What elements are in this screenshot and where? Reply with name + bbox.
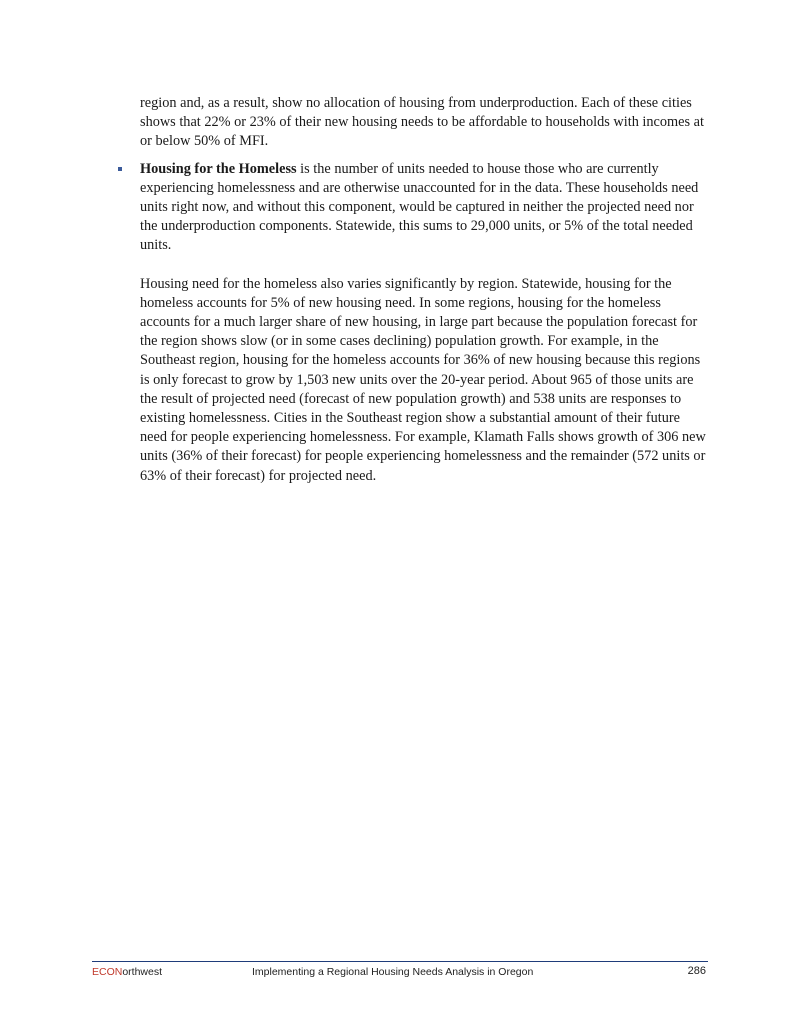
footer-brand <box>92 966 162 978</box>
bullet-item-homeless <box>140 160 708 486</box>
continuation-paragraph: region and, as a result, show no allocation of housing from underproduction. Each of these cities shows that 22% or 23% of their new housing needs to be affordable to households with incomes at or below 50% of MFI. <box>140 95 704 150</box>
bullet-paragraph <box>140 160 708 256</box>
page-footer <box>92 961 708 980</box>
bullet-text: is the number of units needed to house those who are currently experiencing homelessness and are otherwise unaccounted for in the data. These households need units right now, and without this component, would be captured in neither the projected need nor the underproduction components. Statewide, this sums to 29,000 units, or 5% of the total needed units. <box>140 160 699 254</box>
bullet-square-icon <box>118 167 122 171</box>
footer-brand-prefix: ECON <box>92 966 123 978</box>
body-content <box>140 94 708 486</box>
footer-title: Implementing a Regional Housing Needs Analysis in Oregon <box>252 966 534 978</box>
bullet-paragraph-2: Housing need for the homeless also varies significantly by region. Statewide, housing for the homeless accounts for 5% of new housing need. In some regions, housing for the homeless accounts for a much larger share of new housing, in large part because the population forecast for the region shows slow (or in some cases declining) population growth. For example, in the Southeast region, housing for the homeless accounts for 36% of new housing because this regions is only forecast to grow by 1,503 new units over the 20-year period. About 965 of those units are the result of projected need (forecast of new population growth) and 538 units are responses to existing homelessness. Cities in the Southeast region show a substantial amount of their future need for people experiencing homelessness. For example, Klamath Falls shows growth of 306 new units (36% of their forecast) for people experiencing homelessness and the remainder (572 units or 63% of their forecast) for projected need. <box>140 275 706 484</box>
footer-brand-suffix: orthwest <box>122 966 163 978</box>
bullet-term: Housing for the Homeless <box>140 160 297 177</box>
page-number: 286 <box>687 965 706 977</box>
